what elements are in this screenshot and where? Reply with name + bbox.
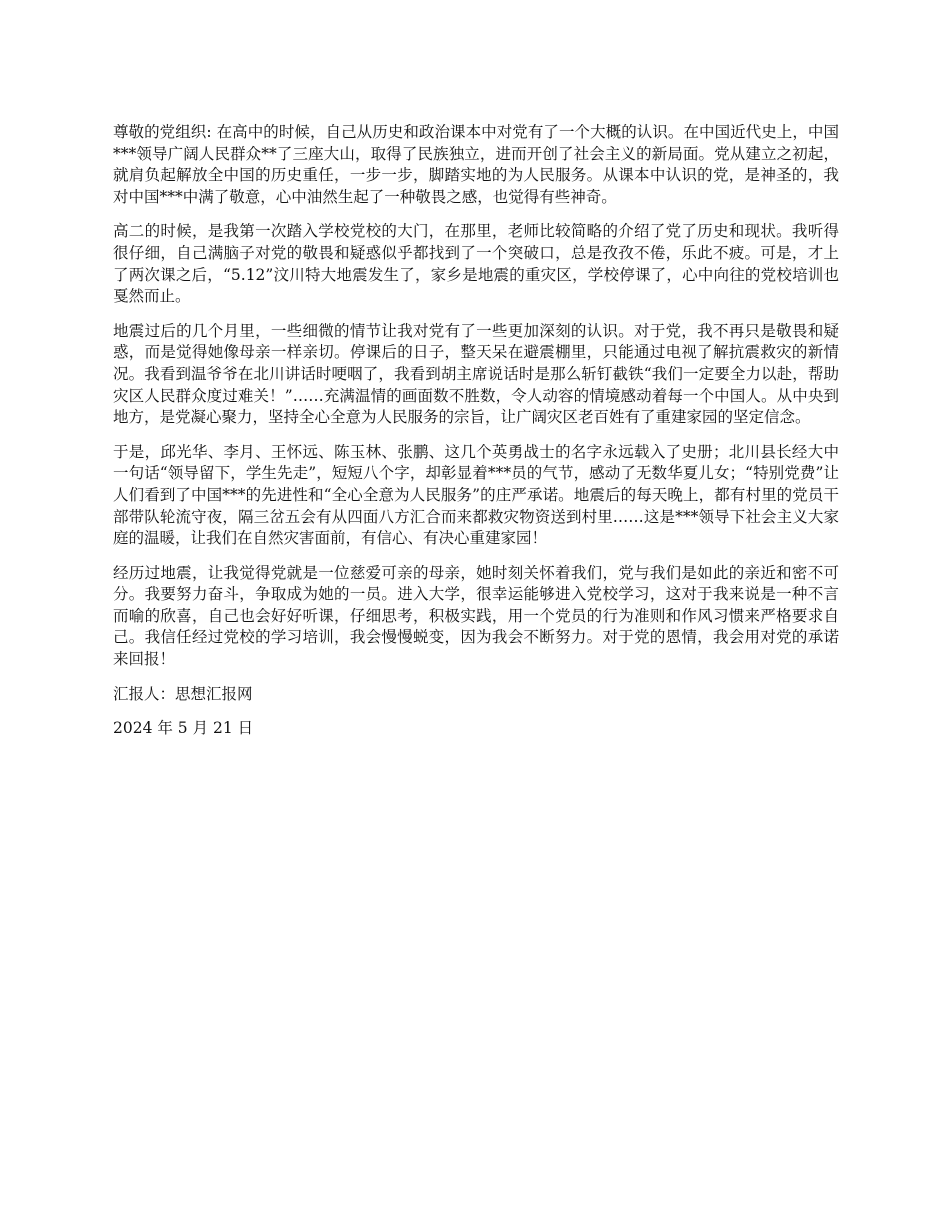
paragraph-2: 高二的时候，是我第一次踏入学校党校的大门，在那里，老师比较简略的介绍了党了历史和现状。我听得很仔细，自己满脑子对党的敬畏和疑惑似乎都找到了一个突破口，总是孜孜不倦，乐此不疲。可是，才上了两次课之后，“5.12”汶川特大地震发生了，家乡是地震的重灾区，学校停课了，心中向往的党校培训也戛然而止。	[113, 222, 839, 306]
date-line: 2024 年 5 月 21 日	[113, 719, 254, 738]
paragraph-4: 于是，邱光华、李月、王怀远、陈玉林、张鹏、这几个英勇战士的名字永远载入了史册；北川县长经大中一句话“领导留下，学生先走”，短短八个字，却彰显着***员的气节，感动了无数华夏儿女；“特别党费”让人们看到了中国***的先进性和“全心全意为人民服务”的庄严承诺。地震后的每天晚上，都有村里的党员干部带队轮流守夜，隔三岔五会有从四面八方汇合而来都救灾物资送到村里……这是***领导下社会主义大家庭的温暖，让我们在自然灾害面前，有信心、有决心重建家园！	[113, 442, 839, 548]
document-body	[113, 122, 839, 753]
reporter-line: 汇报人：思想汇报网	[113, 684, 253, 703]
paragraph-5: 经历过地震，让我觉得党就是一位慈爱可亲的母亲，她时刻关怀着我们，党与我们是如此的亲近和密不可分。我要努力奋斗，争取成为她的一员。进入大学，很幸运能够进入党校学习，这对于我来说是一种不言而喻的欣喜，自己也会好好听课，仔细思考，积极实践，用一个党员的行为准则和作风习惯来严格要求自己。我信任经过党校的学习培训，我会慢慢蜕变，因为我会不断努力。对于党的恩情，我会用对党的承诺来回报！	[113, 563, 839, 669]
paragraph-1: 尊敬的党组织: 在高中的时候，自己从历史和政治课本中对党有了一个大概的认识。在中国近代史上，中国***领导广阔人民群众**了三座大山，取得了民族独立，进而开创了社会主义的新局面。党从建立之初起，就肩负起解放全中国的历史重任，一步一步，脚踏实地的为人民服务。从课本中认识的党，是神圣的，我对中国***中满了敬意，心中油然生起了一种敬畏之感，也觉得有些神奇。	[113, 123, 839, 206]
paragraph-3: 地震过后的几个月里，一些细微的情节让我对党有了一些更加深刻的认识。对于党，我不再只是敬畏和疑惑，而是觉得她像母亲一样亲切。停课后的日子，整天呆在避震棚里，只能通过电视了解抗震救灾的新情况。我看到温爷爷在北川讲话时哽咽了，我看到胡主席说话时是那么斩钉截铁“我们一定要全力以赴，帮助灾区人民群众度过难关！”……充满温情的画面数不胜数，令人动容的情境感动着每一个中国人。从中央到地方，是党凝心聚力，坚持全心全意为人民服务的宗旨，让广阔灾区老百姓有了重建家园的坚定信念。	[113, 321, 839, 427]
